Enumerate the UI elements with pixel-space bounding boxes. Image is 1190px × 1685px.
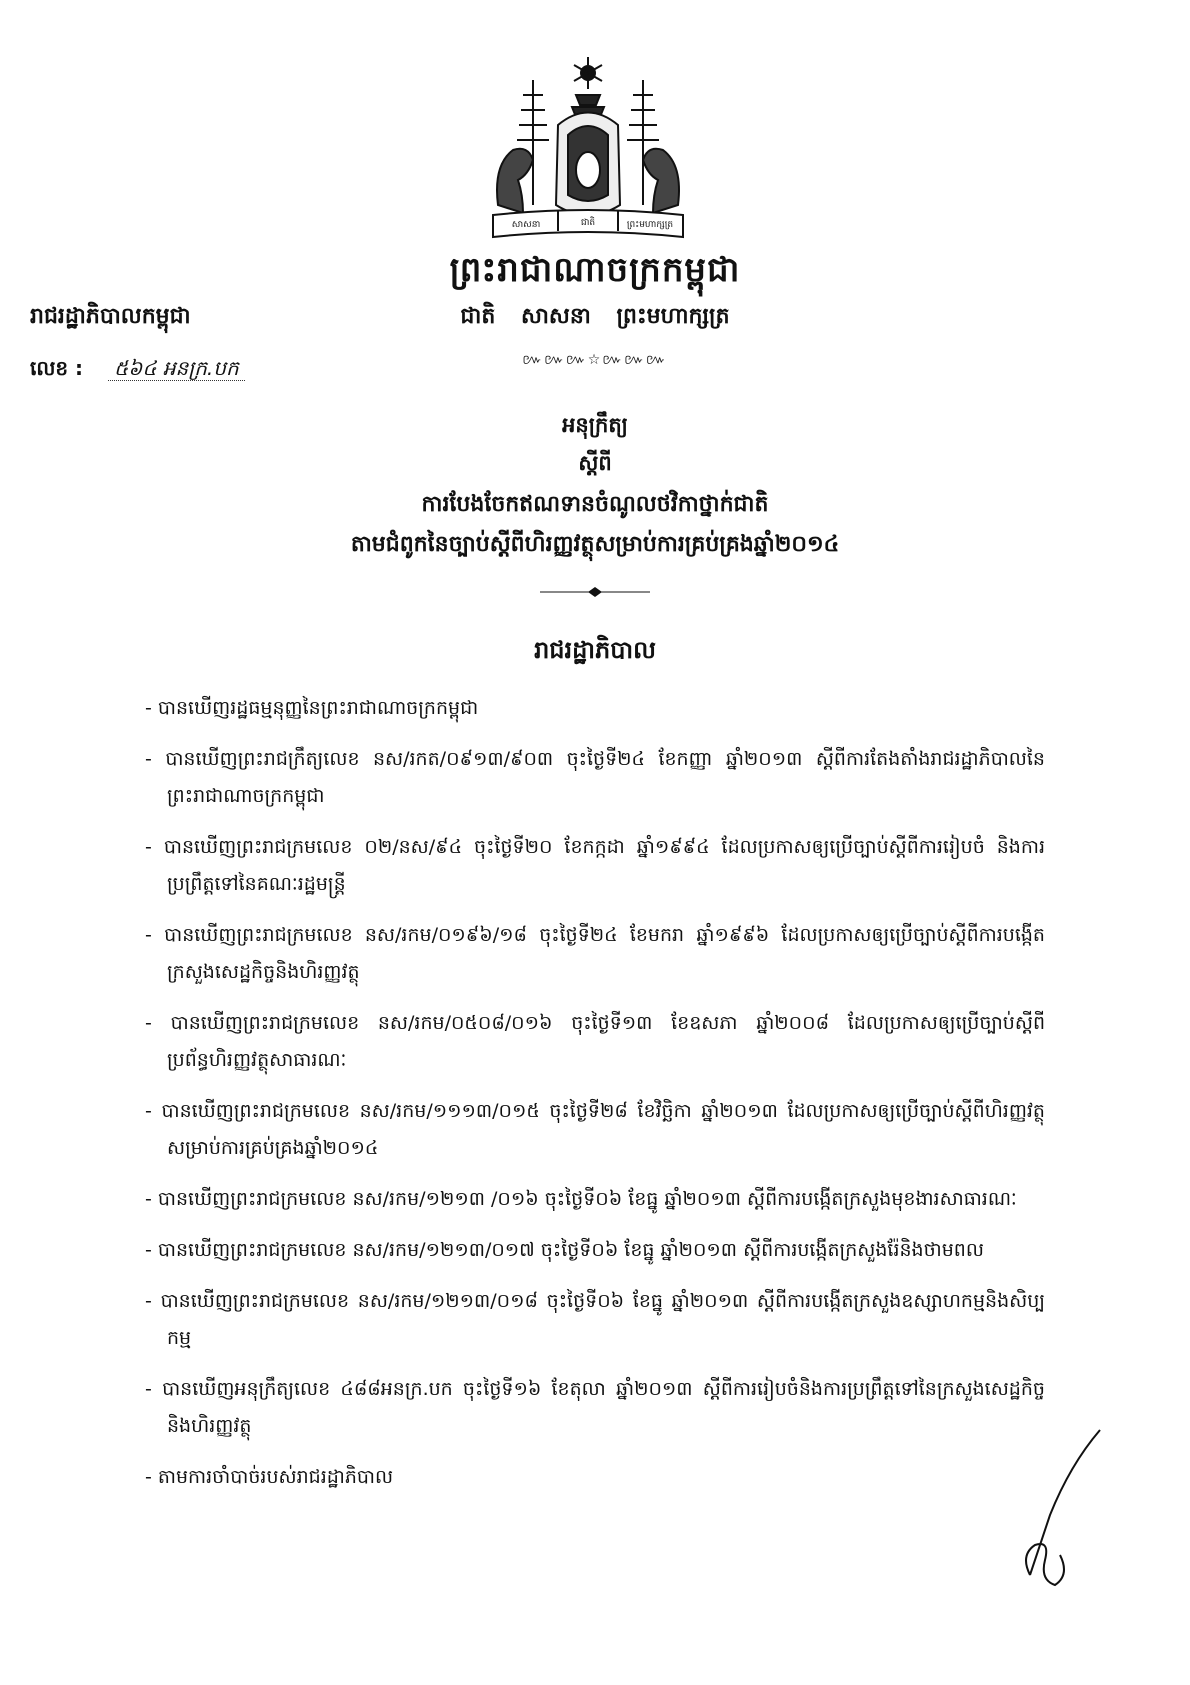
list-item: - បានឃើញព្រះរាជក្រមលេខ នស/រកម/១២១៣/០១៨ ចុះថ្ងៃទី០៦ ខែធ្នូ ឆ្នាំ២០១៣ ស្តីពីការបង្កើតក្រសួងឧស្សាហកម្មនិងសិប្បកម្ម xyxy=(145,1283,1045,1357)
list-item: - បានឃើញព្រះរាជក្រមលេខ នស/រកម/១១១៣/០១៥ ចុះថ្ងៃទី២៨ ខែវិច្ឆិកា ឆ្នាំ២០១៣ ដែលប្រកាសឲ្យប្រើច្បាប់ស្តីពីហិរញ្ញវត្ថុសម្រាប់ការគ្រប់គ្រងឆ្នាំ២០១៤ xyxy=(145,1093,1045,1167)
list-item: - បានឃើញព្រះរាជក្រមលេខ នស/រកម/០៥០៨/០១៦ ចុះថ្ងៃទី១៣ ខែឧសភា ឆ្នាំ២០០៨ ដែលប្រកាសឲ្យប្រើច្បាប់ស្តីពីប្រព័ន្ធហិរញ្ញវត្ថុសាធារណៈ xyxy=(145,1005,1045,1079)
national-motto: ជាតិ សាសនា ព្រះមហាក្សត្រ xyxy=(460,304,730,329)
kingdom-title: ព្រះរាជាណាចក្រកម្ពុជា xyxy=(449,250,741,290)
list-item: - បានឃើញព្រះរាជក្រមលេខ នស/រកម/១២១៣ /០១៦ ចុះថ្ងៃទី០៦ ខែធ្នូ ឆ្នាំ២០១៣ ស្តីពីការបង្កើតក្រសួងមុខងារសាធារណៈ xyxy=(145,1181,1045,1218)
list-item: - បានឃើញព្រះរាជក្រឹត្យលេខ នស/រកត/០៩១៣/៩០៣ ចុះថ្ងៃទី២៤ ខែកញ្ញា ឆ្នាំ២០១៣ ស្តីពីការតែងតាំងរាជរដ្ឋាភិបាលនៃព្រះរាជាណាចក្រកម្ពុជា xyxy=(145,741,1045,815)
reference-label: លេខ : xyxy=(30,356,84,380)
document-about: ស្តីពី xyxy=(578,451,612,475)
reference-number xyxy=(30,355,245,385)
document-type: អនុក្រឹត្យ xyxy=(562,413,628,437)
ornament-divider: ៚៚៚☆៚៚៚ xyxy=(522,352,668,368)
emblem-ribbon-text: ព្រះមហាក្សត្រ xyxy=(626,220,674,230)
list-item: - បានឃើញរដ្ឋធម្មនុញ្ញនៃព្រះរាជាណាចក្រកម្ពុជា xyxy=(145,690,1045,727)
list-item: - បានឃើញព្រះរាជក្រមលេខ នស/រកម/០១៩៦/១៨ ចុះថ្ងៃទី២៤ ខែមករា ឆ្នាំ១៩៩៦ ដែលប្រកាសឲ្យប្រើច្បាប់ស្តីពីការបង្កើតក្រសួងសេដ្ឋកិច្ចនិងហិរញ្ញវត្ថុ xyxy=(145,917,1045,991)
reference-value: ៥៦៤ អនក្រ.បក xyxy=(108,356,245,381)
list-item: - បានឃើញព្រះរាជក្រមលេខ នស/រកម/១២១៣/០១៧ ចុះថ្ងៃទី០៦ ខែធ្នូ ឆ្នាំ២០១៣ ស្តីពីការបង្កើតក្រសួងរ៉ែនិងថាមពល xyxy=(145,1232,1045,1269)
section-heading: រាជរដ្ឋាភិបាល xyxy=(534,636,656,664)
considerations-list xyxy=(145,690,1045,1510)
issuer-name: រាជរដ្ឋាភិបាលកម្ពុជា xyxy=(30,304,191,329)
list-item: - តាមការចាំបាច់របស់រាជរដ្ឋាភិបាល xyxy=(145,1459,1045,1496)
emblem-ribbon-text: ជាតិ xyxy=(580,218,596,228)
list-item: - បានឃើញព្រះរាជក្រមលេខ ០២/នស/៩៤ ចុះថ្ងៃទី២០ ខែកក្កដា ឆ្នាំ១៩៩៤ ដែលប្រកាសឲ្យប្រើច្បាប់ស្តីពីការរៀបចំ និងការប្រព្រឹត្តទៅនៃគណៈរដ្ឋមន្ត្រី xyxy=(145,829,1045,903)
document-title-line-1: ការបែងចែកឥណទានចំណូលថវិកាថ្នាក់ជាតិ xyxy=(421,492,769,517)
handwritten-signature xyxy=(1010,1425,1110,1595)
document-title-line-2: តាមជំពូកនៃច្បាប់ស្តីពីហិរញ្ញវត្ថុសម្រាប់ការគ្រប់គ្រងឆ្នាំ២០១៤ xyxy=(350,532,840,557)
emblem-ribbon-text: សាសនា xyxy=(511,220,541,230)
list-item: - បានឃើញអនុក្រឹត្យលេខ ៤៨៨អនក្រ.បក ចុះថ្ងៃទី១៦ ខែតុលា ឆ្នាំ២០១៣ ស្តីពីការរៀបចំនិងការប្រព្រឹត្តទៅនៃក្រសួងសេដ្ឋកិច្ចនិងហិរញ្ញវត្ថុ xyxy=(145,1371,1045,1445)
title-divider-icon xyxy=(540,585,650,599)
royal-coat-of-arms-icon xyxy=(488,55,688,245)
